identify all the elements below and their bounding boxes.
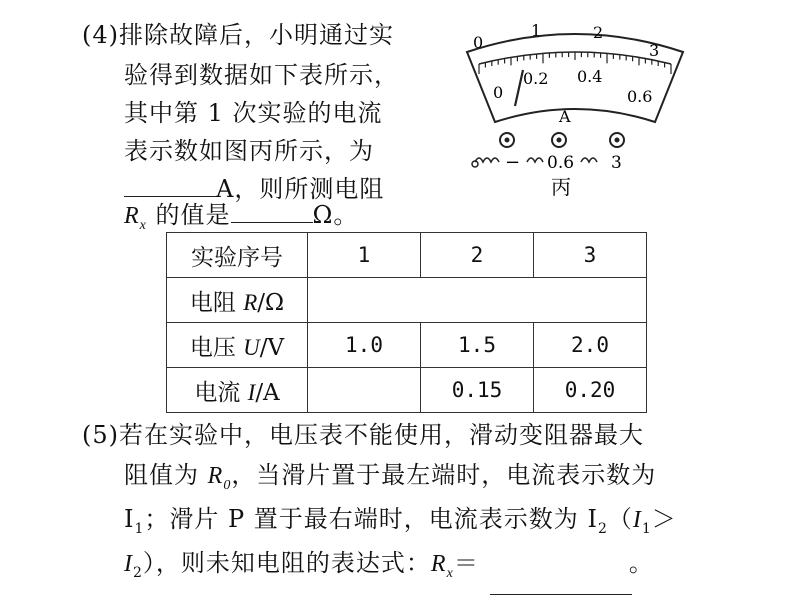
- voltage-cell-1: 1.0: [308, 323, 421, 368]
- voltage-cell-2: 1.5: [421, 323, 534, 368]
- terminal-3-coil-icon: [581, 158, 597, 162]
- terminal-06-dot-icon: [557, 138, 562, 143]
- i2b-symbol: I: [124, 551, 133, 577]
- header-trial-number: 实验序号: [167, 233, 308, 278]
- row-label-current: [167, 368, 308, 413]
- terminal-06-coil-icon: [527, 158, 543, 162]
- terminal-3-dot-icon: [615, 138, 620, 143]
- header-trial-3: 3: [534, 233, 647, 278]
- meter-top-3: 3: [649, 41, 660, 60]
- resistance-answer-blank[interactable]: [231, 200, 313, 223]
- q4-line-5-text: A，则所测电阻: [216, 175, 385, 203]
- terminal-3-label: 3: [611, 153, 622, 173]
- table-row-voltage: [167, 323, 647, 368]
- q5-line-3: [124, 504, 677, 544]
- row-label-voltage-var: U: [243, 334, 260, 360]
- row-label-resistance-pre: 电阻: [189, 289, 244, 316]
- meter-bottom-0: 0: [493, 83, 504, 102]
- i1b-symbol: I: [632, 507, 642, 533]
- r0-subscript: 0: [223, 477, 232, 493]
- meter-bottom-02: 0.2: [523, 69, 549, 88]
- current-cell-1[interactable]: [308, 368, 421, 413]
- q4-line-6-unit: Ω。: [312, 201, 359, 229]
- header-trial-1: 1: [308, 233, 421, 278]
- header-trial-2: 2: [421, 233, 534, 278]
- terminal-06-label: 0.6: [547, 153, 575, 173]
- rx-expression-symbol: R: [430, 551, 447, 577]
- q5-line-1: (5)若在实验中，电压表不能使用，滑动变阻器最大: [82, 421, 644, 449]
- i1-symbol: I: [124, 505, 135, 533]
- q5-line-2-pre: 阻值为: [124, 461, 208, 489]
- meter-bottom-06: 0.6: [627, 87, 653, 106]
- row-label-resistance-post: /Ω: [257, 289, 285, 316]
- terminal-minus-coil-icon: [475, 158, 499, 162]
- table-row-resistance: [167, 278, 647, 323]
- q5-line-3-mid: ；滑片 P 置于最右端时，电流表示数为: [144, 505, 588, 533]
- current-cell-2: 0.15: [421, 368, 534, 413]
- i2b-subscript: 2: [133, 564, 143, 581]
- meter-unit: A: [559, 107, 571, 126]
- i1b-subscript: 1: [641, 520, 652, 537]
- rx-expression-answer-blank[interactable]: [490, 574, 632, 595]
- current-cell-3: 0.20: [534, 368, 647, 413]
- q4-line-1: (4)排除故障后，小明通过实: [82, 21, 394, 49]
- row-label-voltage: [167, 323, 308, 368]
- row-label-voltage-post: /V: [259, 334, 285, 361]
- rx-symbol: R: [124, 203, 140, 229]
- resistance-cells-merged[interactable]: [308, 278, 647, 323]
- i1-subscript: 1: [134, 520, 145, 537]
- i2-subscript: 2: [597, 520, 608, 537]
- table-header-row: [167, 233, 647, 278]
- paren-open: （: [607, 505, 633, 533]
- row-label-resistance-var: R: [243, 289, 258, 315]
- current-answer-blank[interactable]: [124, 174, 216, 197]
- q4-line-3: 其中第 1 次实验的电流: [124, 99, 383, 127]
- r0-symbol: R: [207, 463, 224, 489]
- meter-bottom-04: 0.4: [577, 67, 603, 86]
- q4-line-4: 表示数如图丙所示，为: [124, 137, 374, 165]
- q4-line-2: 验得到数据如下表所示，: [124, 61, 399, 89]
- q5-end-period: 。: [628, 549, 654, 577]
- ammeter-scale-ticks: [479, 52, 671, 74]
- meter-top-1: 1: [531, 21, 542, 40]
- row-label-current-post: /A: [255, 379, 280, 406]
- voltage-cell-3: 2.0: [534, 323, 647, 368]
- equals-sign: ＝: [453, 549, 479, 577]
- ammeter-figure: [455, 18, 695, 203]
- row-label-resistance: [167, 278, 308, 323]
- row-label-current-pre: 电流: [194, 379, 248, 406]
- experiment-data-table: [166, 232, 647, 413]
- rx-subscript: x: [139, 217, 147, 233]
- terminal-minus-dot-icon: [505, 138, 510, 143]
- i2-symbol: I: [587, 505, 598, 533]
- q5-line-4-mid: ），则未知电阻的表达式：: [142, 549, 431, 577]
- meter-top-2: 2: [593, 23, 604, 42]
- meter-top-0: 0: [473, 33, 484, 52]
- row-label-voltage-pre: 电压: [189, 334, 244, 361]
- q5-line-2: [124, 460, 656, 501]
- q5-line-2-post: ，当滑片置于最左端时，电流表示数为: [231, 461, 657, 489]
- table-row-current: [167, 368, 647, 413]
- terminal-minus-label: −: [505, 152, 521, 173]
- figure-caption: 丙: [551, 175, 571, 199]
- q4-line-6-text: 的值是: [146, 201, 231, 229]
- greater-than-sign: ＞: [651, 505, 677, 533]
- ammeter-pointer: [515, 70, 523, 106]
- row-label-current-var: I: [247, 379, 256, 405]
- rx-expression-subscript: x: [446, 565, 454, 581]
